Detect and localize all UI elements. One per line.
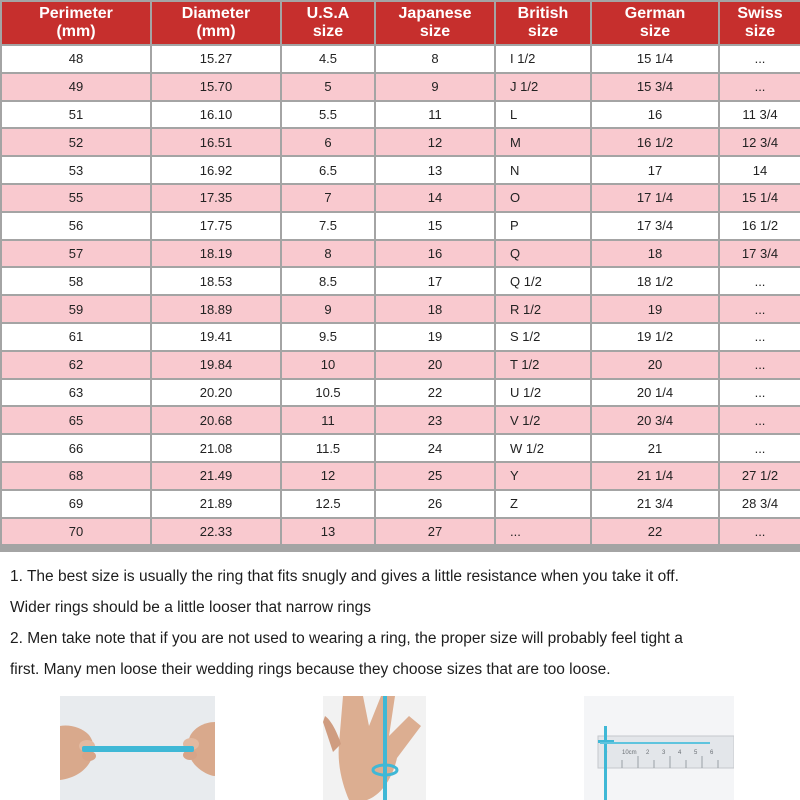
table-cell: 7 — [282, 185, 374, 211]
table-cell: ... — [496, 519, 590, 545]
table-cell: 9 — [282, 296, 374, 322]
table-cell: ... — [720, 519, 800, 545]
table-cell: 70 — [2, 519, 150, 545]
table-cell: 20.68 — [152, 407, 280, 433]
finger-wrap-illustration — [323, 696, 426, 800]
table-row — [2, 296, 800, 322]
table-body — [2, 46, 800, 544]
table-cell: 15 3/4 — [592, 74, 718, 100]
table-cell: 17 — [376, 268, 494, 294]
table-cell: 15 1/4 — [592, 46, 718, 72]
table-row — [2, 352, 800, 378]
table-cell: 21 1/4 — [592, 463, 718, 489]
table-cell: 11 — [376, 102, 494, 128]
table-cell: ... — [720, 46, 800, 72]
table-cell: 22 — [592, 519, 718, 545]
table-cell: 11.5 — [282, 435, 374, 461]
table-cell: 17 — [592, 157, 718, 183]
table-cell: 52 — [2, 129, 150, 155]
sizing-notes — [10, 561, 795, 685]
table-cell: 15 1/4 — [720, 185, 800, 211]
note-line: 2. Men take note that if you are not used to wearing a ring, the proper size will probably feel tight a — [10, 630, 683, 647]
table-cell: V 1/2 — [496, 407, 590, 433]
table-cell: 16 — [592, 102, 718, 128]
table-cell: 12 — [282, 463, 374, 489]
table-cell: 10 — [282, 352, 374, 378]
ruler-number: 4 — [678, 750, 682, 756]
note-line: Wider rings should be a little looser that narrow rings — [10, 599, 371, 616]
table-cell: 13 — [282, 519, 374, 545]
table-cell: 65 — [2, 407, 150, 433]
table-cell: ... — [720, 296, 800, 322]
table-cell: 61 — [2, 324, 150, 350]
table-row — [2, 102, 800, 128]
table-cell: 5.5 — [282, 102, 374, 128]
table-cell: L — [496, 102, 590, 128]
table-cell: 13 — [376, 157, 494, 183]
table-cell: 56 — [2, 213, 150, 239]
table-cell: T 1/2 — [496, 352, 590, 378]
table-cell: 16.51 — [152, 129, 280, 155]
table-cell: J 1/2 — [496, 74, 590, 100]
table-cell: 21.49 — [152, 463, 280, 489]
photo-strip-around-finger — [323, 696, 426, 800]
table-cell: 18 1/2 — [592, 268, 718, 294]
table-cell: 55 — [2, 185, 150, 211]
table-cell: M — [496, 129, 590, 155]
table-cell: 12 — [376, 129, 494, 155]
table-cell: 21.89 — [152, 491, 280, 517]
table-cell: 51 — [2, 102, 150, 128]
table-cell: 58 — [2, 268, 150, 294]
table-cell: 28 3/4 — [720, 491, 800, 517]
table-cell: 17 3/4 — [592, 213, 718, 239]
table-row — [2, 324, 800, 350]
table-cell: 6.5 — [282, 157, 374, 183]
table-cell: 68 — [2, 463, 150, 489]
table-cell: Q 1/2 — [496, 268, 590, 294]
table-cell: 57 — [2, 241, 150, 267]
header-usa-size: U.S.A size — [282, 2, 374, 44]
table-cell: 18.89 — [152, 296, 280, 322]
table-cell: 59 — [2, 296, 150, 322]
table-cell: 22.33 — [152, 519, 280, 545]
table-cell: 17.35 — [152, 185, 280, 211]
table-cell: ... — [720, 268, 800, 294]
table-cell: 53 — [2, 157, 150, 183]
table-cell: 49 — [2, 74, 150, 100]
table-cell: ... — [720, 352, 800, 378]
table-cell: 66 — [2, 435, 150, 461]
table-cell: 18.19 — [152, 241, 280, 267]
table-row — [2, 46, 800, 72]
header-japanese-size: Japanese size — [376, 2, 494, 44]
table-row — [2, 157, 800, 183]
table-cell: 12 3/4 — [720, 129, 800, 155]
table-row — [2, 491, 800, 517]
table-cell: 24 — [376, 435, 494, 461]
table-cell: 27 1/2 — [720, 463, 800, 489]
table-cell: 69 — [2, 491, 150, 517]
table-cell: 16 — [376, 241, 494, 267]
table-cell: 11 — [282, 407, 374, 433]
table-cell: 7.5 — [282, 213, 374, 239]
table-cell: 21 — [592, 435, 718, 461]
table-cell: 4.5 — [282, 46, 374, 72]
table-cell: 9.5 — [282, 324, 374, 350]
table-cell: 27 — [376, 519, 494, 545]
table-cell: 8 — [376, 46, 494, 72]
header-swiss-size: Swiss size — [720, 2, 800, 44]
table-cell: O — [496, 185, 590, 211]
table-cell: 19.41 — [152, 324, 280, 350]
table-row — [2, 435, 800, 461]
table-cell: 20 3/4 — [592, 407, 718, 433]
table-header-row — [2, 2, 800, 44]
table-cell: 18 — [592, 241, 718, 267]
table-row — [2, 129, 800, 155]
table-cell: U 1/2 — [496, 380, 590, 406]
table-cell: 17.75 — [152, 213, 280, 239]
table-cell: 16.92 — [152, 157, 280, 183]
table-cell: 23 — [376, 407, 494, 433]
table-cell: N — [496, 157, 590, 183]
table-cell: I 1/2 — [496, 46, 590, 72]
table-cell: 48 — [2, 46, 150, 72]
header-german-size: German size — [592, 2, 718, 44]
table-cell: 26 — [376, 491, 494, 517]
table-row — [2, 380, 800, 406]
note-line: first. Many men loose their wedding rings because they choose sizes that are too loose. — [10, 661, 611, 678]
table-cell: 9 — [376, 74, 494, 100]
table-cell: 5 — [282, 74, 374, 100]
table-cell: Q — [496, 241, 590, 267]
table-cell: Z — [496, 491, 590, 517]
table-row — [2, 241, 800, 267]
table-cell: ... — [720, 407, 800, 433]
table-cell: 19 — [592, 296, 718, 322]
table-cell: 17 1/4 — [592, 185, 718, 211]
table-cell: 19 1/2 — [592, 324, 718, 350]
table-cell: ... — [720, 324, 800, 350]
ruler-number: 10cm — [622, 750, 637, 756]
hands-strip-illustration — [60, 696, 215, 800]
table-cell: 20 — [592, 352, 718, 378]
photo-hands-holding-strip — [60, 696, 215, 800]
ruler-number: 3 — [662, 750, 666, 756]
table-cell: 21.08 — [152, 435, 280, 461]
header-diameter: Diameter (mm) — [152, 2, 280, 44]
table-cell: P — [496, 213, 590, 239]
table-cell: ... — [720, 380, 800, 406]
table-cell: 22 — [376, 380, 494, 406]
table-row — [2, 407, 800, 433]
table-cell: 14 — [376, 185, 494, 211]
header-perimeter: Perimeter (mm) — [2, 2, 150, 44]
table-cell: 16 1/2 — [592, 129, 718, 155]
table-cell: 19.84 — [152, 352, 280, 378]
table-cell: 11 3/4 — [720, 102, 800, 128]
table-cell: 12.5 — [282, 491, 374, 517]
table-cell: 25 — [376, 463, 494, 489]
table-cell: S 1/2 — [496, 324, 590, 350]
table-cell: 15.70 — [152, 74, 280, 100]
table-cell: ... — [720, 435, 800, 461]
ruler-number: 2 — [646, 750, 650, 756]
table-row — [2, 268, 800, 294]
ruler-illustration — [584, 696, 734, 800]
table-cell: 14 — [720, 157, 800, 183]
table-cell: 16 1/2 — [720, 213, 800, 239]
ruler-number: 5 — [694, 750, 698, 756]
table-cell: W 1/2 — [496, 435, 590, 461]
table-row — [2, 185, 800, 211]
table-cell: 6 — [282, 129, 374, 155]
table-cell: 17 3/4 — [720, 241, 800, 267]
table-cell: 15.27 — [152, 46, 280, 72]
table-cell: 20.20 — [152, 380, 280, 406]
table-cell: 10.5 — [282, 380, 374, 406]
header-british-size: British size — [496, 2, 590, 44]
table-row — [2, 74, 800, 100]
ruler-number: 6 — [710, 750, 714, 756]
table-row — [2, 519, 800, 545]
table-cell: 20 — [376, 352, 494, 378]
table-row — [2, 213, 800, 239]
table-cell: R 1/2 — [496, 296, 590, 322]
table-cell: 8 — [282, 241, 374, 267]
table-cell: 20 1/4 — [592, 380, 718, 406]
table-cell: 16.10 — [152, 102, 280, 128]
table-cell: Y — [496, 463, 590, 489]
table-row — [2, 463, 800, 489]
table-cell: 15 — [376, 213, 494, 239]
table-cell: 63 — [2, 380, 150, 406]
table-cell: 8.5 — [282, 268, 374, 294]
table-cell: 62 — [2, 352, 150, 378]
table-cell: 21 3/4 — [592, 491, 718, 517]
table-cell: 18.53 — [152, 268, 280, 294]
note-line: 1. The best size is usually the ring that fits snugly and gives a little resistance when you take it off. — [10, 568, 679, 585]
table-cell: ... — [720, 74, 800, 100]
photo-strip-on-ruler — [584, 696, 734, 800]
table-cell: 18 — [376, 296, 494, 322]
table-cell: 19 — [376, 324, 494, 350]
